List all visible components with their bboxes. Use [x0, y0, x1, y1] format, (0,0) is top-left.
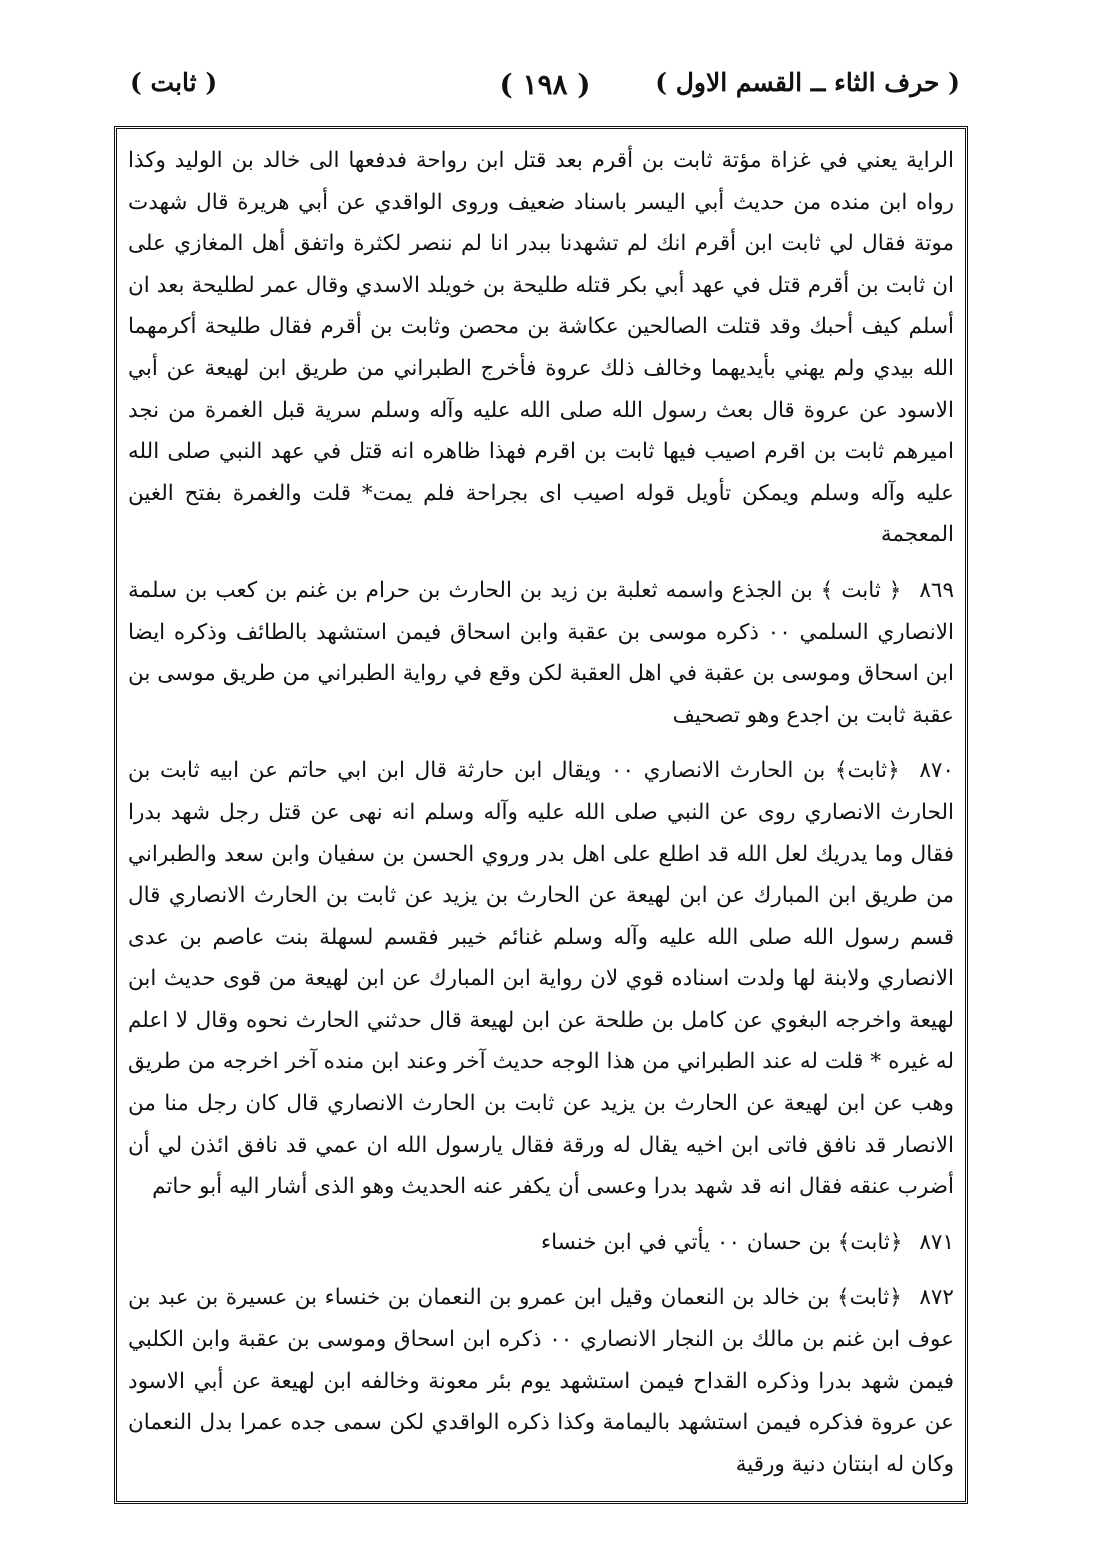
entry-870	[128, 750, 954, 1208]
entry-869	[128, 570, 954, 736]
entry-text: ﴿ ثابت ﴾ بن الجذع واسمه ثعلبة بن زيد بن الحارث بن حرام بن غنم بن كعب بن سلمة الانصاري السلمي ٠٠ ذكره موسى بن عقبة وابن اسحاق فيمن استشهد بالطائف وذكره ايضا ابن اسحاق وموسى بن عقبة في اهل العقبة لكن وقع في رواية الطبراني من طريق موسى بن عقبة ثابت بن اجدع وهو تصحيف	[128, 577, 954, 728]
paragraph-text: الراية يعني في غزاة مؤتة ثابت بن أقرم بعد قتل ابن رواحة فدفعها الى خالد بن الوليد وكذا رواه ابن منده من حديث أبي اليسر باسناد ضعيف وروى الواقدي عن أبي هريرة قال شهدت موتة فقال لي ثابت ابن أقرم انك لم تشهدنا ببدر انا لم ننصر لكثرة واتفق أهل المغازي على ان ثابت بن أقرم قتل في عهد أبي بكر قتله طليحة بن خويلد الاسدي وقال عمر لطليحة بعد ان أسلم كيف أحبك وقد قتلت الصالحين عكاشة بن محصن وثابت بن أقرم فقال طليحة أكرمهما الله بيدي ولم يهني بأيديهما وخالف ذلك عروة فأخرج الطبراني من طريق ابن لهيعة عن أبي الاسود عن عروة قال بعث رسول الله صلى الله عليه وآله وسلم سرية قبل الغمرة من نجد اميرهم ثابت بن اقرم اصيب فيها ثابت بن اقرم فهذا ظاهره انه قتل في عهد النبي صلى الله عليه وآله وسلم ويمكن تأويل قوله اصيب اى بجراحة فلم يمت* قلت والغمرة بفتح الغين المعجمة	[128, 148, 954, 548]
entry-872	[128, 1277, 954, 1485]
entry-871	[128, 1222, 954, 1264]
running-head: ( ثابت )	[130, 68, 218, 97]
entry-number: ٨٦٩	[919, 577, 955, 603]
chapter-title: ( حرف الثاء ــ القسم الاول )	[655, 68, 960, 97]
entry-number: ٨٧٠	[919, 758, 954, 784]
page-header	[130, 68, 960, 112]
entry-text: ﴿ثابت﴾ بن الحارث الانصاري ٠٠ ويقال ابن حارثة قال ابن ابي حاتم عن ابيه ثابت بن الحارث الانصاري روى عن النبي صلى الله عليه وآله وسلم انه نهى عن قتل رجل شهد بدرا فقال وما يدريك لعل الله قد اطلع على اهل بدر وروي الحسن بن سفيان وابن سعد والطبراني من طريق ابن المبارك عن ابن لهيعة عن الحارث بن يزيد عن ثابت بن الحارث الانصاري قال قسم رسول الله صلى الله عليه وآله وسلم غنائم خيبر فقسم لسهلة بنت عاصم بن عدى الانصاري ولابنة لها ولدت اسناده قوي لان رواية ابن المبارك عن ابن لهيعة من قوى حديث ابن لهيعة واخرجه البغوي عن كامل بن طلحة عن ابن لهيعة قال حدثني الحارث نحوه وقال لا اعلم له غيره * قلت له عند الطبراني من هذا الوجه حديث آخر وعند ابن منده آخر اخرجه من طريق وهب عن ابن لهيعة عن الحارث بن يزيد عن ثابت بن الحارث الانصاري قال كان رجل منا من الانصار قد نافق فاتى ابن اخيه يقال له ورقة فقال يارسول الله ان عمي قد نافق ائذن لي أن أضرب عنقه فقال انه قد شهد بدرا وعسى أن يكفر عنه الحديث وهو الذى أشار اليه أبو حاتم	[128, 758, 954, 1200]
paragraph-continuation	[128, 140, 954, 556]
entry-number: ٨٧١	[919, 1229, 954, 1255]
page-body	[128, 140, 954, 1496]
page-number: ( ١٩٨ )	[499, 68, 591, 101]
entry-text: ﴿ثابت﴾ بن خالد بن النعمان وقيل ابن عمرو بن النعمان بن خنساء بن عسيرة بن عبد بن عوف ابن غنم بن مالك بن النجار الانصاري ٠٠ ذكره ابن اسحاق وموسى بن عقبة وابن الكلبي فيمن شهد بدرا وذكره القداح فيمن استشهد يوم بئر معونة وخالفه ابن لهيعة عن أبي الاسود عن عروة فذكره فيمن استشهد باليمامة وكذا ذكره الواقدي لكن سمى جده عمرا بدل النعمان وكان له ابنتان دنية ورقية	[128, 1285, 954, 1477]
entry-text: ﴿ثابت﴾ بن حسان ٠٠ يأتي في ابن خنساء	[540, 1229, 903, 1255]
entry-number: ٨٧٢	[919, 1285, 954, 1311]
